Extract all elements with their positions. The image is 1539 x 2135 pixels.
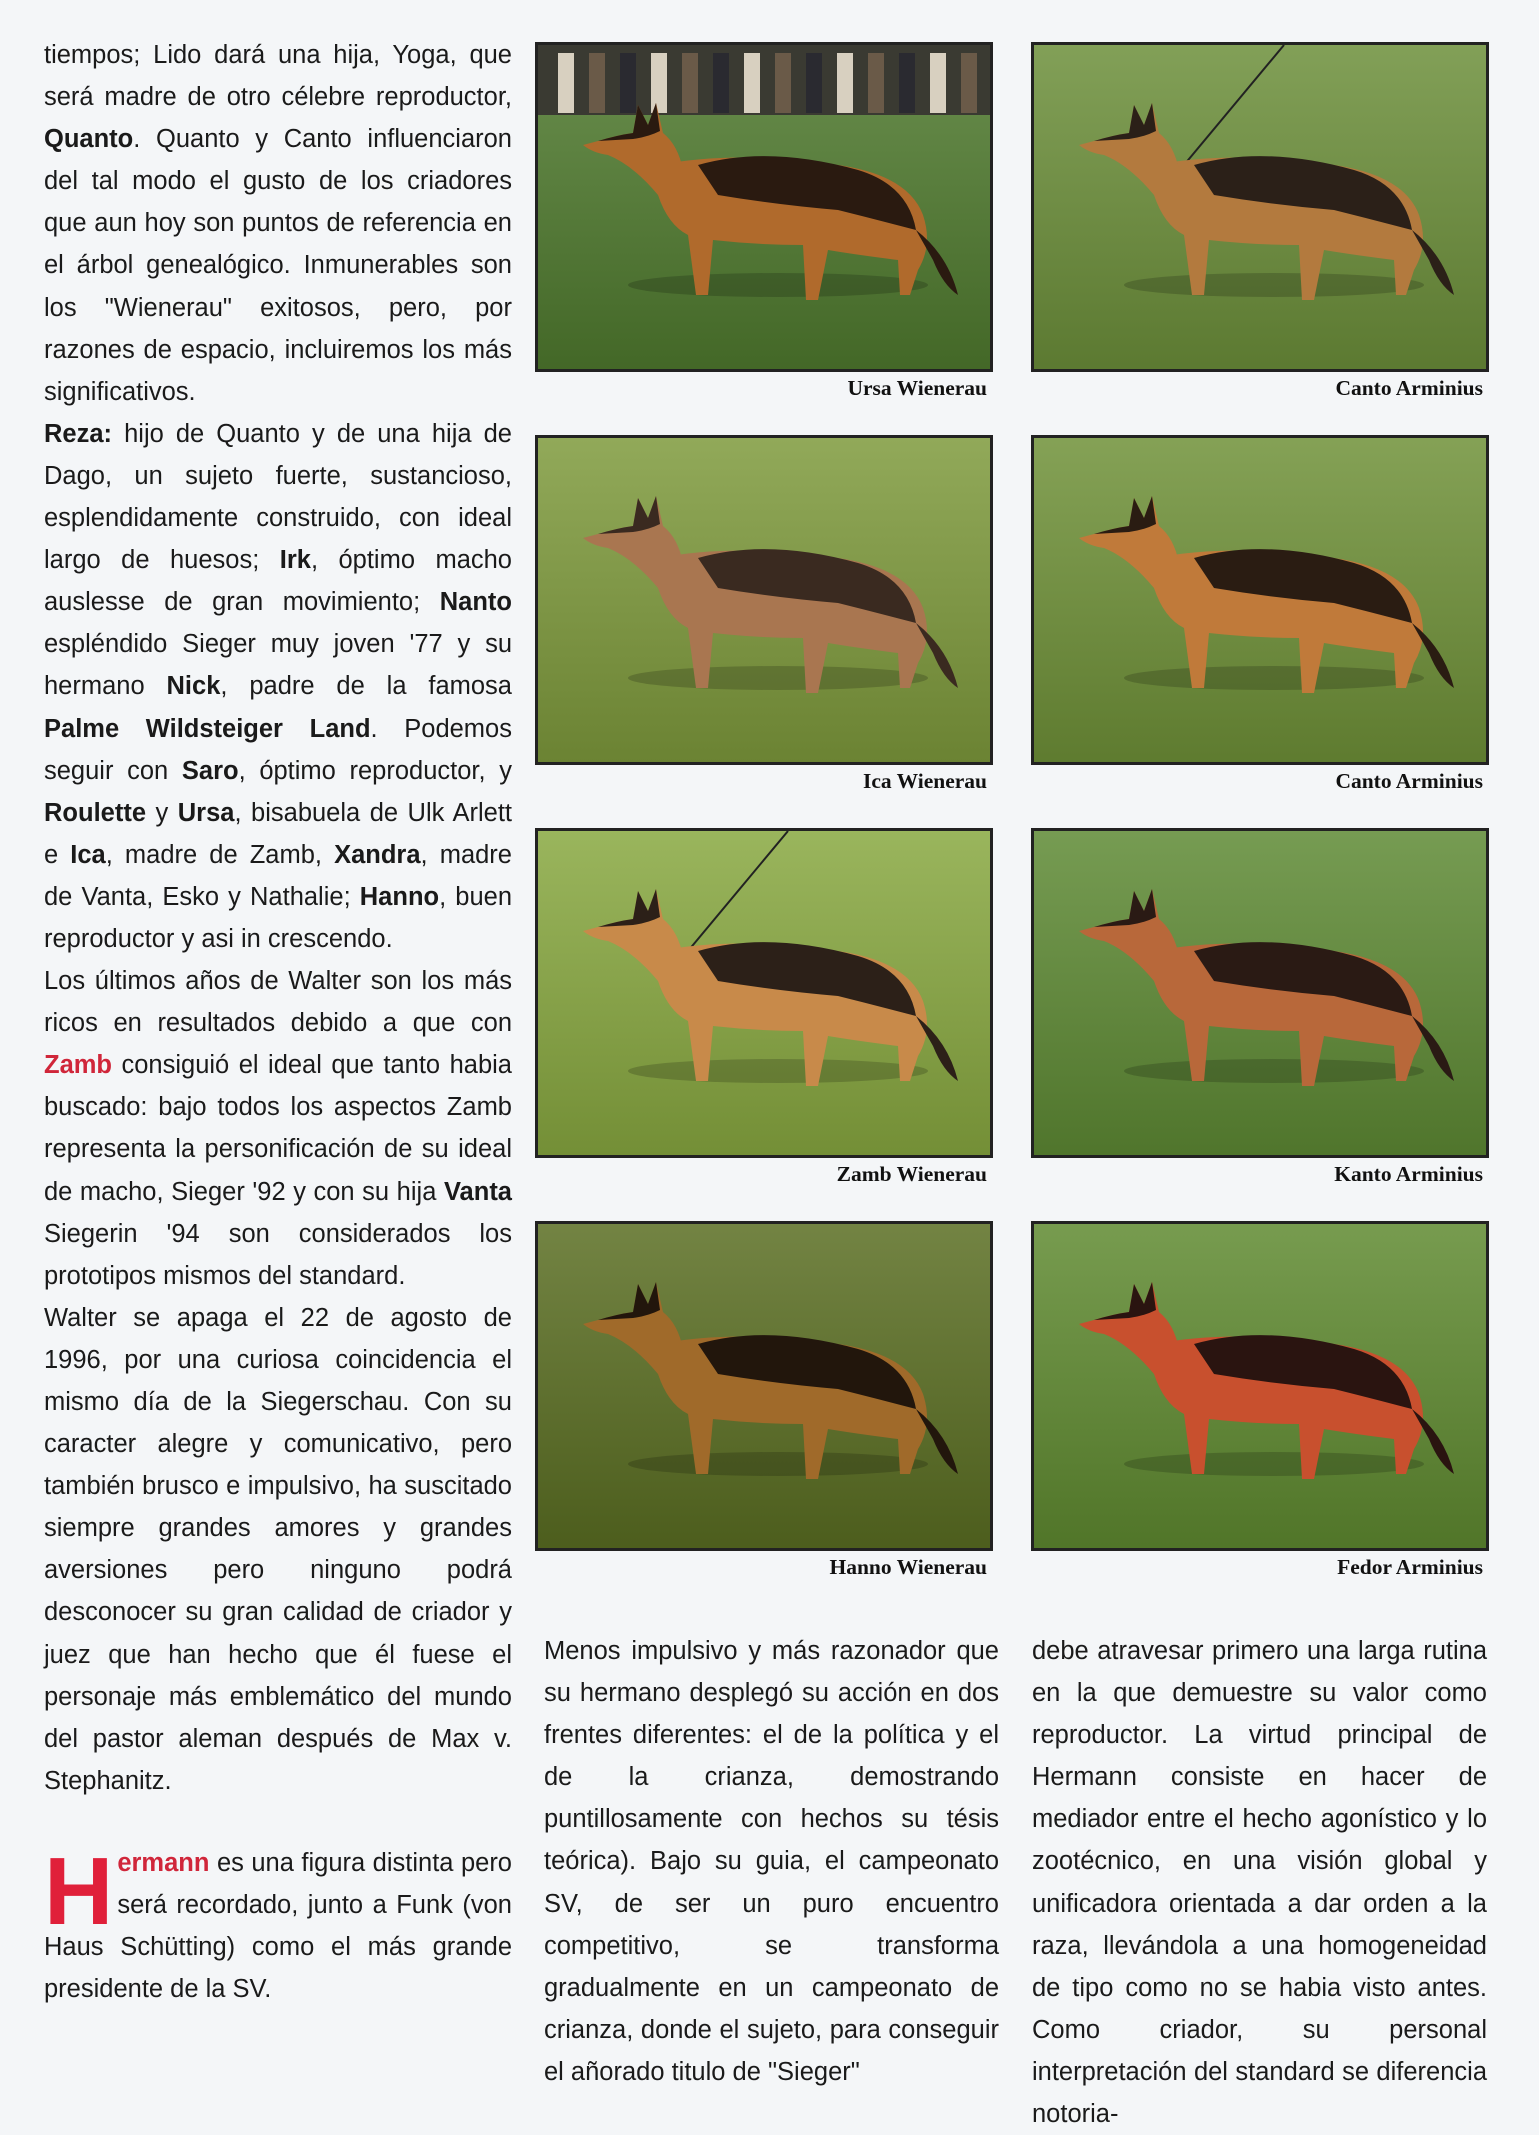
- dog-photo: [1031, 435, 1489, 765]
- text-run: , madre de Zamb,: [105, 840, 335, 869]
- dog-photo: [1031, 1221, 1489, 1551]
- text-run: , óptimo reproductor, y: [238, 756, 512, 785]
- photo-cell: [1031, 1221, 1489, 1579]
- photo-cell: [535, 828, 993, 1186]
- bold-name: Quanto: [44, 125, 134, 154]
- hermann-name: ermann: [117, 1848, 210, 1877]
- bold-name: Nanto: [439, 588, 512, 617]
- bold-name: Xandra: [334, 840, 421, 869]
- bold-name: Ica: [70, 840, 106, 869]
- bold-name: Reza:: [44, 419, 113, 448]
- hermann-paragraph: [44, 1837, 512, 2010]
- text-run: consiguió el ideal que tanto habia buscado: bajo todos los aspectos Zamb representa la personificación de su ideal de macho, Sieger '92 y con su hija: [44, 1051, 512, 1206]
- left-paragraphs: [44, 34, 512, 1802]
- dog-photo: [1031, 42, 1489, 372]
- photo-caption: Ica Wienerau: [862, 769, 987, 793]
- right-paragraph: debe atravesar primero una larga rutina en la que demuestre su valor como reproductor. La virtud principal de Hermann consiste en hacer de mediador entre el hecho agonístico y lo zootécnico, en una visión global y unificadora orientada a dar orden a la raza, llevándola a una homogeneidad de tipo como no se habia visto antes. Como criador, su personal interpretación del standard se diferencia notoria-: [1032, 1637, 1487, 2129]
- dog-photo: [535, 1221, 993, 1551]
- text-run: Walter se apaga el 22 de agosto de 1996, por una curiosa coincidencia el mismo día de la Siegerschau. Con su caracter alegre y comunicativo, pero también brusco e impulsivo, ha suscitado siempre grandes amores y grandes aversiones pero ninguno podrá desconocer su gran calidad de criador y juez que han hecho que él fuese el personaje más emblemático del mundo del pastor aleman después de Max v. Stephanitz.: [44, 1303, 512, 1795]
- text-run: espléndido Sieger muy joven '77 y su hermano: [44, 630, 512, 701]
- dog-photo: [535, 435, 993, 765]
- text-run: , padre de la famosa: [220, 672, 512, 701]
- middle-text-column: [544, 1630, 999, 2093]
- bold-name: Palme Wildsteiger Land: [44, 714, 371, 743]
- photo-caption: Zamb Wienerau: [836, 1162, 987, 1186]
- photo-cell: [535, 435, 993, 793]
- photo-caption: Kanto Arminius: [1334, 1162, 1483, 1186]
- text-run: Los últimos años de Walter son los más ricos en resultados debido a que con: [44, 967, 512, 1038]
- bold-name: Roulette: [44, 798, 146, 827]
- bold-name: Saro: [181, 756, 239, 785]
- text-run: , óptimo macho auslesse de gran movimiento;: [44, 546, 512, 617]
- photo-cell: [535, 1221, 993, 1579]
- bold-name: Hanno: [359, 882, 440, 911]
- dog-photo: [535, 42, 993, 372]
- text-run: , buen reproductor y asi in crescendo.: [44, 882, 513, 953]
- photo-caption: Fedor Arminius: [1337, 1555, 1483, 1579]
- left-paragraph: [44, 960, 512, 1297]
- highlight-name: Zamb: [44, 1051, 113, 1080]
- dog-photo: [535, 828, 993, 1158]
- text-run: hijo de Quanto y de una hija de Dago, un sujeto fuerte, sustancioso, esplendidamente construido, con ideal largo de huesos;: [44, 419, 512, 575]
- left-text-column: [44, 34, 512, 2010]
- text-run: , madre de Vanta, Esko y Nathalie;: [44, 840, 512, 911]
- photo-caption: Ursa Wienerau: [847, 376, 987, 400]
- photo-caption: Hanno Wienerau: [829, 1555, 987, 1579]
- photo-caption: Canto Arminius: [1335, 769, 1483, 793]
- text-run: . Quanto y Canto influenciaron del tal modo el gusto de los criadores que aun hoy son puntos de referencia en el árbol genealógico. Inmunerables son los "Wienerau" exitosos, pero, por razones de espacio, incluiremos los más significativos.: [44, 125, 512, 406]
- photo-cell: [1031, 828, 1489, 1186]
- text-run: Siegerin '94 son considerados los prototipos mismos del standard.: [44, 1219, 512, 1290]
- photo-cell: [535, 42, 993, 400]
- left-paragraph: [44, 1297, 512, 1802]
- dog-photo: [1031, 828, 1489, 1158]
- bold-name: Irk: [279, 546, 311, 575]
- left-paragraph: [44, 34, 512, 413]
- photo-caption: Canto Arminius: [1335, 376, 1483, 400]
- text-run: tiempos; Lido dará una hija, Yoga, que será madre de otro célebre reproductor,: [44, 41, 512, 112]
- middle-paragraph: Menos impulsivo y más razonador que su hermano desplegó su acción en dos frentes diferentes: el de la política y el de la crianza, demostrando puntillosamente con hechos su tésis teórica). Bajo su guia, el campeonato SV, de ser un puro encuentro competitivo, se transforma gradualmente en un campeonato de crianza, donde el sujeto, para conseguir el añorado titulo de "Sieger": [544, 1637, 999, 2086]
- bold-name: Nick: [166, 672, 221, 701]
- photo-cell: [1031, 42, 1489, 400]
- photo-cell: [1031, 435, 1489, 793]
- bold-name: Vanta: [443, 1177, 512, 1206]
- right-text-column: [1032, 1630, 1487, 2135]
- photo-grid: [535, 42, 1490, 1597]
- text-run: y: [146, 798, 178, 827]
- drop-cap: H: [44, 1837, 114, 1945]
- left-paragraph: [44, 413, 512, 960]
- bold-name: Ursa: [177, 798, 235, 827]
- text-run: , bisabuela de Ulk Arlett e: [44, 798, 512, 869]
- hermann-text: es una figura distinta pero será recordado, junto a Funk (von Haus Schütting) como el más grande presidente de la SV.: [44, 1848, 512, 2004]
- text-run: . Podemos seguir con: [44, 714, 512, 785]
